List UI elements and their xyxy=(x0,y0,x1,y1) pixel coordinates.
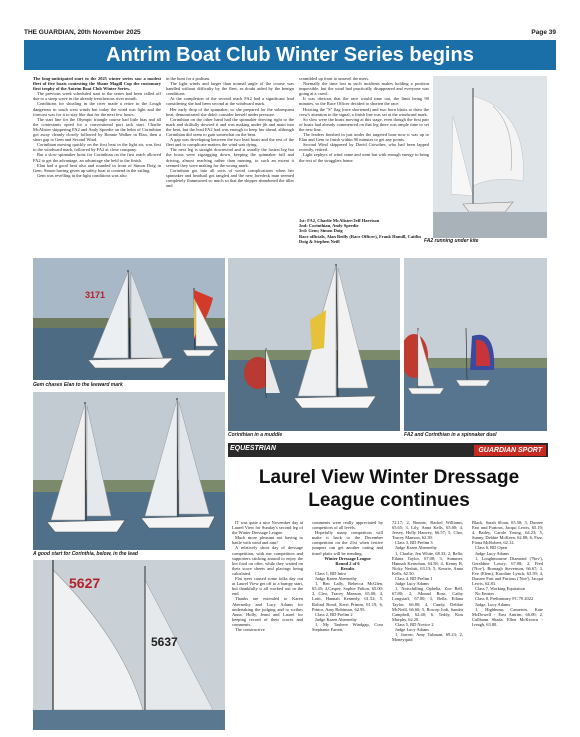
story-column-3 xyxy=(299,76,429,236)
judge-line: Judge Lucy Adams xyxy=(395,626,430,632)
story-paragraph: in the hunt for a podium. xyxy=(166,76,211,81)
dressage-paragraph: comments were really appreciated by competitors of all levels. xyxy=(312,520,383,531)
class-heading: Class 3, BD Prelim 3 xyxy=(395,540,433,546)
photo-corinthian-muddle xyxy=(228,258,400,431)
result-line: 3rd: Gem; Simon Doig xyxy=(299,228,343,234)
story-paragraph: Conditions for shoaling in the river made a retire to the Lough dangerous in south west winds but today the wind was light and the forecast was for it to stay like that for the next few hours. xyxy=(33,101,161,117)
photo-gem-elan xyxy=(33,258,225,380)
story-paragraph: Corinthian got into all sorts of weird complications when her spinnaker and headsail got tangled and the new foredeck man seemed completely flummoxed so much so that the skipper abandoned the tiller and xyxy=(166,167,294,188)
story-paragraph: Elan had a good beat also and rounded in front of Simon Doig in Gem. Simon having given up safety boat to contend in the sailing. xyxy=(33,162,161,173)
story-paragraph: Second Wind skippered by David Crowther, who had been lapped recently, retired. xyxy=(299,142,429,153)
results-heading: Results xyxy=(340,565,355,571)
story-paragraph: The previous week scheduled start to the series had been called off due to a steep wave in the already treacherous river mouth. xyxy=(33,91,161,102)
caption-good-start: A good start for Corinthia, below, in the lead xyxy=(33,551,138,557)
story-paragraph: Gem was revelling in the light conditions was also xyxy=(37,172,127,178)
photo-fa2-kite xyxy=(433,76,547,238)
story-paragraph: At the completion of the second reach FA2 had a significant lead considering she had been second at the windward mark. xyxy=(166,96,294,107)
story-paragraph: Corinthian on the other hand had the spinnaker droving right to the mark and skilfully dowsed it and was making under jib and main into the beat, but the lead FA2 had was enough to keep her ahead, although Corinthian did seem to gain somewhat on the beat. xyxy=(166,116,294,138)
sail-number-corinthian: 5627 xyxy=(69,575,101,591)
result-paragraph: 1, My Tauhere Windgap, Cora Stephanie Farren, xyxy=(312,621,383,632)
judge-line: Judge Karen Abernethy xyxy=(315,616,357,622)
judge-line: Judge Lucy Adams xyxy=(395,581,430,587)
result-paragraph: 1, Jarrow, Amy Tubman, 69.23; 2, Moneyquid xyxy=(392,632,463,643)
photo-spinnaker-duel xyxy=(404,258,547,431)
result-paragraph: 1, Ben Lally, Rebecca McGlen, 65.45; 2,Casper, Sophie Fulton, 65.00; 3, Cleo, Tracey Manson, 65.00; 4, Lotti, Hannah Kennedy, 61.52; 5, Rolind Rond, Kerri Primm, 61.19; 6, Prince, Amy Robinson, 62.95. xyxy=(312,581,383,612)
dressage-column-1 xyxy=(232,520,303,730)
dressage-column-4 xyxy=(472,520,543,730)
story-column-2 xyxy=(166,76,294,258)
page-headline: Antrim Boat Club Winter Series begins xyxy=(24,40,556,70)
story-paragraph: But a slow spinnaker hoist for Corinthian on the first reach allowed FA2 to get the advantage, an advantage she held to the finish. xyxy=(33,152,161,163)
result-paragraph: 72.17; 2, Bonnie, Rachel Williams, 65.65; 3, Lily, Anna Kells, 65.00; 4, Jersey, Holly Hanvey, 66.57; 5, Cleo, Tracey Manson, 62.39. xyxy=(392,520,463,541)
result-line: 1st: FA2, Charlie McAlister/Jeff Harrison xyxy=(299,218,380,223)
photo-sail-numbers xyxy=(33,560,225,730)
story-paragraph: scrambled up front to unravel the mess. xyxy=(299,76,370,81)
result-paragraph: 1, Charlie, Jen White, 68.33; 2, Bella, Eilana Taylor, 67.08; 3, Summer, Hannah Kernohan, 64.58; 4, Kenny B, Nicky Nesbitt, 63.13; 5, Kenzie, Anna Kells, 62.50. xyxy=(392,550,463,576)
section-label-equestrian: EQUESTRIAN xyxy=(230,445,276,452)
story-paragraph: The start line for the Olympic triangle course had little bias and all the contestants opted for a conventional port tack start. Charlie McAlister skippering FA2 and Andy Speedie on the helm of Corinthian got away cleanly closely followed by Ronnie Walker in Elan, then a short gap to Gem and Second Wind. xyxy=(33,116,161,143)
story-paragraph: A gap was developing between the two lead boats and the rest of the fleet and to complicate matters the wind was dying. xyxy=(166,137,294,148)
result-line: Race officials, Alan Reilly (Race Officer), Frank Hamill, Caitlin Doig & Stephen Neill xyxy=(299,233,421,244)
story-paragraph: Corinthian moving quickly on the first beat in the light air, was first to the windward mark, followed by FA2 at close company. xyxy=(33,142,161,153)
masthead-paper-date: THE GUARDIAN, 20th November 2025 xyxy=(24,29,141,36)
dressage-paragraph: Hopefully many competitors will make it back to the December competition on the 21st when festive jumpers can get another outing and tinsel plaits will be trending. xyxy=(312,530,383,556)
story-paragraph: Light zephyrs of wind came and went but with enough energy to bring the rest of the stragglers home. xyxy=(299,152,429,163)
result-paragraph: 1, Longhmourne Diamond ('Nov'), Geraldine Lowry, 67.08; 2, Fred ('Nov'), Bronagh Stevenson, 66.67; 3, Eve (Elem), Karoline Lynch, 63.59; 4, Dunree Fast and Furious ('Nov'), Jacqui Lewis, 62.83. xyxy=(472,555,543,587)
class-heading: Class 7, Working Equitation xyxy=(475,586,526,592)
caption-corinthian-muddle: Corinthian in a muddle xyxy=(228,432,283,438)
story-paragraph: Her early drop of the spinnaker, so she prepared for the subsequent beat, demonstrated she didn't consider herself under pressure. xyxy=(166,106,294,117)
dressage-column-2 xyxy=(312,520,383,730)
dressage-headline: Laurel View Winter Dressage League continues xyxy=(258,467,520,511)
caption-gem-elan: Gem chases Elan to the leeward mark xyxy=(33,382,123,388)
class-heading: Class 8, Preliminary FC 70 2022 xyxy=(475,596,534,602)
race-results xyxy=(299,218,429,244)
story-paragraph: It was obvious that the race would time out, the limit being 90 minutes, so the Race Officer decided to shorten the race. xyxy=(299,96,429,107)
caption-fa2-kite: FA2 running under kite xyxy=(424,238,479,244)
judge-line: Judge Karen Abernethy xyxy=(315,576,357,582)
story-paragraph: The long-anticipated start to the 2025 winter series saw a modest fleet of five boats contesting the Shane Magill Cup the customary first trophy of the Antrim Boat Club Winter Series. xyxy=(33,76,161,92)
story-paragraph: The next leg is straight downwind and is usually the fastest leg but the boats were zigzagging down, keeping the spinnaker full and driving, almost reaching rather than running, to such an extent it seemed they were making for the wrong mark. xyxy=(166,147,294,168)
dressage-paragraph: The constructive xyxy=(235,626,265,632)
sail-number-fa2: 3171 xyxy=(85,290,106,300)
class-heading: Class 1, BD Intro xyxy=(315,570,347,576)
story-paragraph: The light winds and larger than normal angle of the course was handled without difficulty by the fleet, as doubt aided by the benign conditions. xyxy=(166,81,294,97)
story-paragraph: Hoisting the "S" flag (race shortened) and two horn blasts to draw the crew's attention to the signal, a finish line was set at the windward mark. xyxy=(299,106,429,117)
masthead xyxy=(24,27,556,39)
story-paragraph: So slow were the boats moving at this stage, even though the first pair of boats had already commenced on that leg there was ample time to set the new line. xyxy=(299,116,429,132)
photo-good-start xyxy=(33,392,225,550)
story-paragraph: The leaders finished in just under the targeted hour now it was up to Elan and Gem to finish within 90 minutes to get any points. xyxy=(299,132,429,143)
league-title: Winter Dressage League xyxy=(324,555,371,561)
result-paragraph: 1, Notschilling Ophelia, Zoe Bell, 67.80; 2, Monad Rose, Cathy Longstaff, 67.00; 3, Bella, Eilana Taylor, 66.80; 4, Candy, Debbie McNeill, 66.60; 5, Rowop Jodi, Sandra Campbell, 62.40; 6, Teddy, Kim Murphy, 62.20. xyxy=(392,586,463,622)
class-heading: Class 6, BD Open xyxy=(475,545,508,551)
dressage-paragraph: A relatively short day of dressage competition, with our competitors and supporters sticking around to enjoy the hot food on offer, while they waited on their score sheets and placings being calculated. xyxy=(232,545,303,576)
class-heading: Class 4, BD Prelim 1 xyxy=(395,576,433,582)
story-column-1 xyxy=(33,76,161,258)
dressage-paragraph: IT was quite a nice November day at Laurel View for Sunday's second leg of the Winter Dressage League. xyxy=(232,520,303,536)
judge-line: Judge Lucy Adams xyxy=(475,550,510,556)
dressage-paragraph: Much more pleasant not having to battle with wind and rain! xyxy=(232,535,303,546)
masthead-page-number: Page 39 xyxy=(531,29,556,36)
class-heading: Class 5, BD Novice 2 xyxy=(395,621,434,627)
dressage-column-3 xyxy=(392,520,463,730)
caption-spinnaker-duel: FA2 and Corinthian in a spinnaker duel xyxy=(404,432,497,438)
dressage-paragraph: Thanks are extended to Karen Abernethy and Lucy Adams for undertaking the judging and to scribes Anna, Holly, Jenni and Laurel for keeping record of their scores and comments. xyxy=(232,596,303,627)
result-paragraph: 1, Highbums Cameron, Kate McDowell - East Antrim, 66.00; 2, Cullbaun Shada, Ellen McKeown - Iveagh, 63.80. xyxy=(472,606,543,627)
sail-number-gem: 5637 xyxy=(151,635,178,649)
class-heading: Class 2, BD Prelim 2 xyxy=(315,611,353,617)
league-round: Round 2 of 6 xyxy=(335,560,360,566)
story-paragraph: Normally the time lost in such incidents makes holding a position impossible, but the wind had practically disappeared and everyone was going at a crawl. xyxy=(299,81,429,97)
judge-line: Judge, Lucy Adams xyxy=(475,601,511,607)
result-paragraph: No Entries xyxy=(475,591,495,597)
result-line: 2nd: Corinthian, Andy Speedie xyxy=(299,223,359,229)
dressage-paragraph: Flat tyres caused some folks day out at Laurel View get off to a bumpy start, but thankfully it all worked out in the end. xyxy=(232,576,303,597)
section-label-guardian-sport: GUARDIAN SPORT xyxy=(474,445,546,456)
judge-line: Judge Karen Abernethy xyxy=(395,545,437,551)
result-paragraph: Black, Sarah Sloan, 65.58; 3, Dunree Fast and Furious, Jacqui Lewis, 65.19; 4, Bailey, Carole Young, 64.23; 5, Sunny, Debbie McKeen, 62.88; 6, Fizz, Fiona McRobert, 62.12. xyxy=(472,520,543,546)
